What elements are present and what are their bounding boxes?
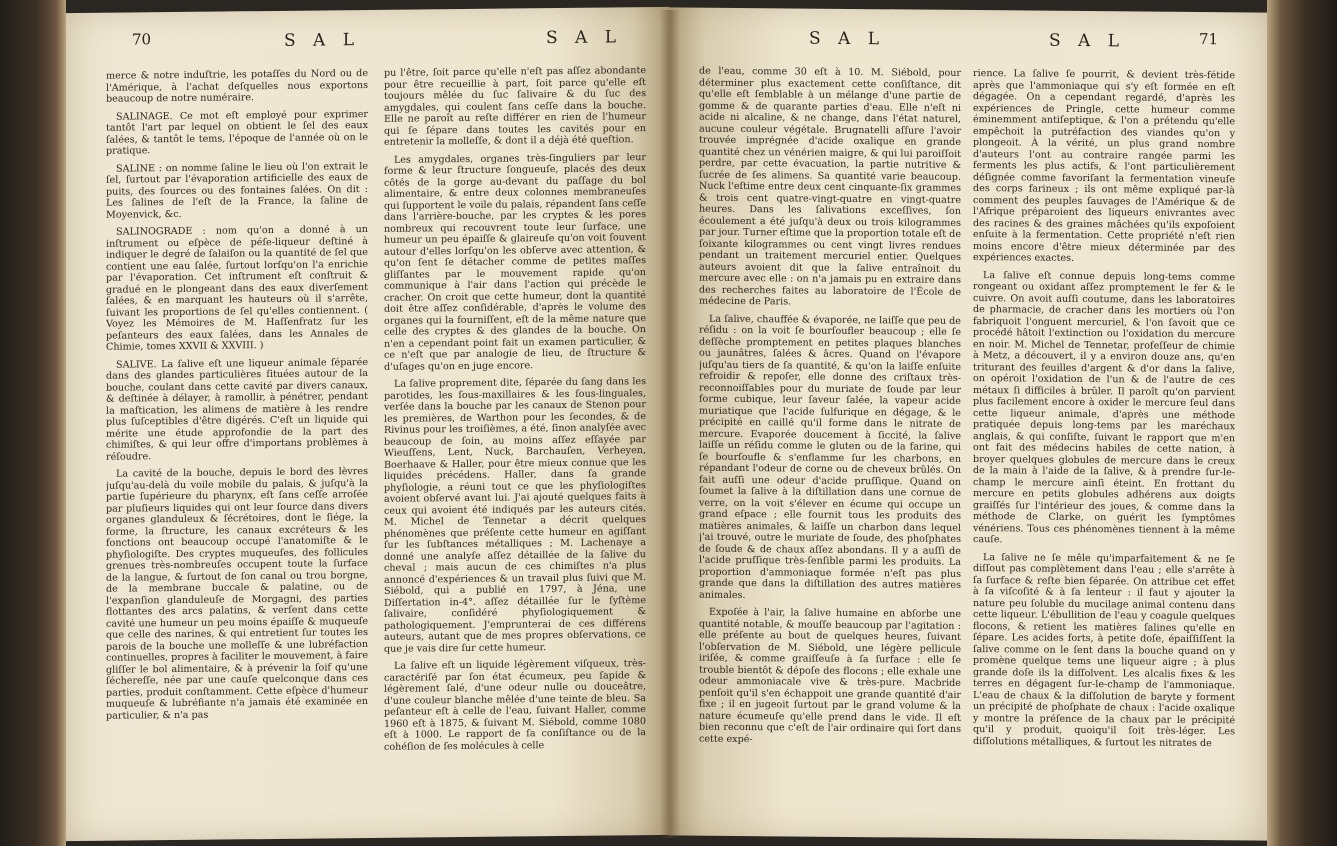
right-page-number: 71 (1199, 30, 1219, 49)
paragraph: La ſalive proprement dite, ſéparée du ſang dans les parotides, les ſous-maxillaires & les ſous-linguales, verſée dans la bouche par les canaux de Stenon pour les premières, de Warthon pour les ſecondes, & de Rivinus pour les troiſièmes, a été, ſinon analyſée avec beaucoup de ſoin, au moins aſſez eſſayée par Wieuſſens, Lent, Nuck, Barchauſen, Verheyen, Boerhaave & Haller, pour être mieux connue que les liquides précédens. Haller, dans ſa grande phyſiologie, a réuni tout ce que les phyſiologiſtes avoient obſervé avant lui. J'ai ajouté quelques faits à ceux qui avoient été indiqués par les auteurs cités. M. Michel de Tennetar a décrit quelques phénomènes que préſente cette humeur en agiſſant ſur les ſubſtances métalliques ; M. Lachenaye a donné une analyſe aſſez détaillée de la ſalive du cheval ; mais aucun de ces chimiſtes n'a plus annoncé d'expériences & un travail plus ſuivi que M. Siébold, qui a publié en 1797, à Jéna, une Diſſertation in-4°. aſſez détaillée ſur le ſyſtème ſalivaire, conſidéré phyſiologiquement & pathologiquement. J'emprunterai de ces différens auteurs, autant que de mes propres obſervations, ce que je vais dire ſur cette humeur. (384, 376, 646, 655)
right-running-title-right: S A L (1049, 30, 1126, 52)
paragraph: SALINOGRADE : nom qu'on a donné à un inſtrument ou eſpèce de péſe-liqueur deſtiné à indiquer le degré de ſalaiſon ou la quantité de ſel que contient une eau ſalée, ſurtout lorſqu'on l'a enrichie par l'évaporation. Cet inſtrument eſt conſtruit & gradué en le plongeant dans des eaux diverſement ſalées, & en marquant les hauteurs où il s'arrête, ſuivant les proportions de ſel qu'elles contiennent. ( Voyez les Mémoires de M. Haſſenfratz ſur les peſanteurs des eaux ſalées, dans les Annales de Chimie, tomes XXVII & XXVIII. ) (106, 223, 368, 353)
right-column-2 (973, 68, 1235, 830)
paragraph: Les amygdales, organes très-ſinguliers par leur forme & leur ſtructure ſongueuſe, placés des deux côtés de la gorge au-devant du paſſage du bol alimentaire, & entre deux colonnes membraneuſes qui ſupportent le voile du palais, répandent ſans ceſſe dans l'arrière-bouche, par les cryptes & les pores nombreux qui recouvrent toute leur ſurface, une humeur un peu épaiſſe & glaireuſe qu'on voit ſouvent autour d'elles lorſqu'on les obſerve avec attention, & qu'on ſent ſe détacher comme de petites maſſes gliſſantes par le mouvement rapide qu'on communique à l'air dans l'action qui précède le cracher. On croit que cette humeur, dont la quantité doit être aſſez conſidérable, d'après le volume des organes qui la fourniſſent, eſt de la même nature que celle des cryptes & des glandes de la bouche. On n'en a cependant point fait un examen particulier, & ce n'eſt que par analogie de lieu, de ſtructure & d'uſages qu'on en juge encore. (384, 151, 646, 373)
paragraph: La ſalive, chauffée & évaporée, ne laiſſe que peu de réſidu : on la voit ſe bourſoufler beaucoup ; elle ſe deſſèche promptement en petites plaques blanches ou jaunâtres, ſalées & âcres. Quand on l'évapore juſqu'au tiers de ſa quantité, & qu'on la laiſſe enſuite refroidir & repoſer, elle donne des criſtaux très-reconnoiſſables pour du muriate de ſoude par leur forme cubique, leur ſaveur ſalée, la vapeur acide muriatique que l'acide ſulfurique en dégage, & le précipité en caillé qu'il forme dans le nitrate de mercure. Evaporée doucement à ſiccité, la ſalive laiſſe un réſidu comme le gluten ou de la farine, qui ſe bourſoufle & s'enflamme ſur les charbons, en répandant l'odeur de corne ou de cheveux brûlés. On fait auſſi une odeur d'acide pruſſique. Quand on ſoumet la ſalive à la diſtillation dans une cornue de verre, on la voit s'élever en écume qui occupe un grand eſpace ; elle fournit tous les produits des matières animales, & laiſſe un charbon dans lequel j'ai trouvé, outre le muriate de ſoude, des phoſphates de ſoude & de chaux aſſez abondans. Il y a auſſi de l'acide pruſſique très-ſenſible parmi les produits. La proportion d'ammoniaque formée n'eſt pas plus grande que dans la diſtillation des autres matières animales. (699, 313, 961, 601)
paragraph: Expoſée à l'air, la ſalive humaine en abſorbe une quantité notable, & mouſſe beaucoup par l'agitation : elle préſente au bout de quelques heures, ſuivant l'obſervation de M. Siébold, une légère pellicule iriſée, & comme graiſſeuſe à ſa ſurface : elle ſe trouble bientôt & dépoſe des flocons ; elle exhale une odeur ammoniacale vive & très-pure. Macbride penſoit qu'il s'en échappoit une grande quantité d'air fixe ; il en jugeoit ſurtout par le grand volume & la nature écumeuſe qu'elle prend dans le vide. Il eſt bien reconnu que c'eſt de l'air ordinaire qui ſort dans cette expé- (699, 606, 961, 745)
paragraph: SALIVE. La ſalive eſt une liqueur animale ſéparée dans des glandes particulières ſituées autour de la bouche, coulant dans cette cavité par divers canaux, & deſtinée à délayer, à ramollir, à pénétrer, pendant la maſtication, les alimens de matière à les rendre plus ſuſceptibles d'être digérés. C'eſt un liquide qui mérite une étude approfondie de la part des chimiſtes, & qui leur offre d'importans problèmes à réſoudre. (106, 356, 368, 463)
paragraph: La ſalive eſt connue depuis long-tems comme rongeant ou oxidant aſſez promptement le fer & le cuivre. On avoit auſſi coutume, dans les laboratoires de pharmacie, de cracher dans les mortiers où l'on fabriquoit l'onguent mercuriel, & l'on ſavoit que ce procédé hâtoit l'extinction ou l'oxidation du mercure en noir. M. Michel de Tennetar, profeſſeur de chimie à Metz, a découvert, il y a environ douze ans, qu'en triturant des feuilles d'argent & d'or dans la ſalive, on opéroit l'oxidation de l'un & de l'autre de ces métaux ſi difficiles à brûler. Il paroît qu'on parvient plus facilement encore à oxider le mercure ſeul dans cette liqueur animale, d'après une méthode pratiquée depuis long-tems par les maréchaux anglais, & qui conſiſte, ſuivant le rapport que m'en ont fait des médecins habiles de cette nation, à broyer quelques globules de mercure dans le creux de la main à l'aide de la ſalive, & à prendre ſur-le-champ le mercure ainſi éteint. En frottant du mercure en petits globules adhérens aux doigts graiſſés ſur l'intérieur des joues, & comme dans la méthode de Clarke, on guérit les ſymptômes vénériens. Tous ces phénomènes tiennent à la même cauſe. (973, 269, 1235, 546)
paragraph: merce & notre induſtrie, les potaſſes du Nord ou de l'Amérique, à l'achat deſquelles nous exportons beaucoup de notre numéraire. (106, 67, 368, 105)
paragraph: pu l'être, ſoit parce qu'elle n'eſt pas aſſez abondante pour être recueillie à part, ſoit parce qu'elle eſt toujours mêlée du ſuc ſalivaire & du ſuc des amygdales, qui coulent ſans ceſſe dans la bouche. Elle ne paroît au reſte différer en rien de l'humeur qui ſe ſépare dans toutes les cavités pour en entretenir la molleſſe, & dont il a déjà été queſtion. (384, 65, 646, 148)
book-gutter (660, 10, 680, 838)
paragraph: La ſalive ne ſe mêle qu'imparfaitement & ne ſe diſſout pas complètement dans l'eau ; elle s'arrête à ſa ſurface & reſte bien ſéparée. On attribue cet effet à ſa viſcoſité & à ſa lenteur : il faut y ajouter la nature peu ſoluble du mucilage animal contenu dans cette liqueur. L'ébullition de l'eau y coagule quelques flocons, & retient les matières ſalines qu'elle en ſépare. Les acides forts, à petite doſe, épaiſſiſſent la ſalive comme on le ſent dans la bouche quand on y promène quelque tems une liqueur aigre ; à plus grande doſe ils la diſſolvent. Les alcalis fixes & les terres en dégagent ſur-le-champ de l'ammoniaque. L'eau de chaux & la diſſolution de baryte y forment un précipité de phoſphate de chaux : l'acide oxalique y montre la préſence de la chaux par le précipité qu'il y produit, quoiqu'il ſoit très-léger. Les diſſolutions métalliques, & ſurtout les nitrates de (973, 551, 1235, 749)
left-running-head (66, 25, 669, 61)
paragraph: La cavité de la bouche, depuis le bord des lèvres juſqu'au-delà du voile mobile du palais, & juſqu'à la partie ſupérieure du pharynx, eſt ſans ceſſe arroſée par pluſieurs liquides qui ont leur ſource dans divers organes glanduleux & ſécrétoires, dont le ſiége, la forme, la ſtructure, les canaux excréteurs & les fonctions ont beaucoup occupé l'anatomiſte & le phyſiologiſte. Des cryptes muqueuſes, des follicules grenues très-nombreuſes occupent toute la ſurface de la langue, & ſurtout de ſon canal ou trou borgne, de la membrane buccale & palatine, ou de l'expanſion glanduleuſe de Morgagni, des parties flottantes des arcs palatins, & verſent dans cette cavité une humeur un peu moins épaiſſe & muqueuſe que celle des narines, & qui entretient ſur toutes les parois de la bouche une molleſſe & une lubréfaction continuelles, propres à faciliter le mouvement, à faire gliſſer le bol alimentaire, & à prévenir la ſoif qu'une ſéchereſſe, née par une cauſe quelconque dans ces parties, produit conſtamment. Cette eſpèce d'humeur muqueuſe & lubréfiante n'a jamais été examinée en particulier, & n'a pas (106, 465, 368, 722)
left-running-title: S A L (284, 30, 361, 51)
right-running-head (669, 25, 1267, 60)
left-page-number: 70 (132, 30, 152, 49)
right-column-1 (699, 66, 961, 828)
left-col2-title: S A L (546, 27, 623, 49)
book-cover-right (1267, 0, 1337, 846)
left-page (66, 7, 669, 841)
paragraph: SALINE : on nomme ſaline le lieu où l'on extrait le ſel, ſurtout par l'évaporation artificielle des eaux de puits, des ſources ou des fontaines ſalées. On dit : Les ſalines de l'eſt de la France, la ſaline de Moyenvick, &c. (106, 160, 368, 221)
paragraph: SALINAGE. Ce mot eſt employé pour exprimer tantôt l'art par lequel on obtient le ſel des eaux ſalées, & tantôt le tems, l'époque de l'année où on le pratique. (106, 108, 368, 157)
paragraph: de l'eau, comme 30 eſt à 10. M. Siébold, pour déterminer plus exactement cette conſiſtance, dit qu'elle eſt ſemblable à un mélange d'une partie de gomme & de quarante parties d'eau. Elle n'eſt ni acide ni alcaline, & ne change, dans l'état naturel, aucune couleur végétale. Brugnatelli aſſure l'avoir trouvée imprégnée d'acide oxalique en grande quantité chez un vénérien maigre, & qui lui paroiſſoit perdre, par cette évacuation, la partie nutritive & ſucrée de ſes alimens. Sa quantité varie beaucoup. Nuck l'eſtime entre deux cent cinquante-ſix grammes & trois cent quatre-vingt-quatre en vingt-quatre heures. Dans les ſalivations exceſſives, ſon écoulement a été juſqu'à deux ou trois kilogrammes par jour. Turner eſtime que la proportion totale eſt de ſoixante kilogrammes ou cent vingt livres rendues pendant un traitement mercuriel entier. Quelques auteurs avoient dit que la ſalive entraînoit du mercure avec elle : on n'a jamais pu en extraire dans des recherches faites au laboratoire de l'École de médecine de Paris. (699, 65, 961, 308)
right-running-title-left: S A L (809, 28, 886, 50)
left-column-2 (384, 65, 646, 828)
left-column-1 (106, 68, 368, 831)
right-page (669, 7, 1267, 840)
paragraph: rience. La ſalive ſe pourrit, & devient très-fétide après que l'ammoniaque qui s'y eſt formée en eſt dégagée. On a cependant regardé, d'après les expériences de Pringle, cette humeur comme éminemment antiſeptique, & l'on a prétendu qu'elle empêchoit la putréfaction des viandes qu'on y plongeoit. À la vérité, un plus grand nombre d'auteurs l'ont au contraire rangée parmi les ferments les plus actifs, & l'ont particulièrement déſignée comme favoriſant la fermentation vineuſe des corps farineux ; ils ont même expliqué par-là comment des peuples ſauvages de l'Amérique & de l'Afrique préparoient des liqueurs enivrantes avec des racines & des graines mâchées qu'ils expoſoient enſuite à la fermentation. Cette propriété n'eſt rien moins encore d'être mieux déterminée par des expériences exactes. (973, 68, 1235, 264)
book-cover-left (0, 0, 66, 846)
paragraph: La ſalive eſt un liquide légèrement viſqueux, très-caractériſé par ſon état écumeux, peu ſapide & légèrement ſalé, d'une odeur nulle ou douceâtre, d'une couleur blanche mêlée d'une teinte de bleu. Sa peſanteur eſt à celle de l'eau, ſuivant Haller, comme 1960 eſt à 1875, & ſuivant M. Siébold, comme 1080 eſt à 1000. Le rapport de ſa conſiſtance ou de la cohéſion de ſes molécules à celle (384, 658, 646, 753)
